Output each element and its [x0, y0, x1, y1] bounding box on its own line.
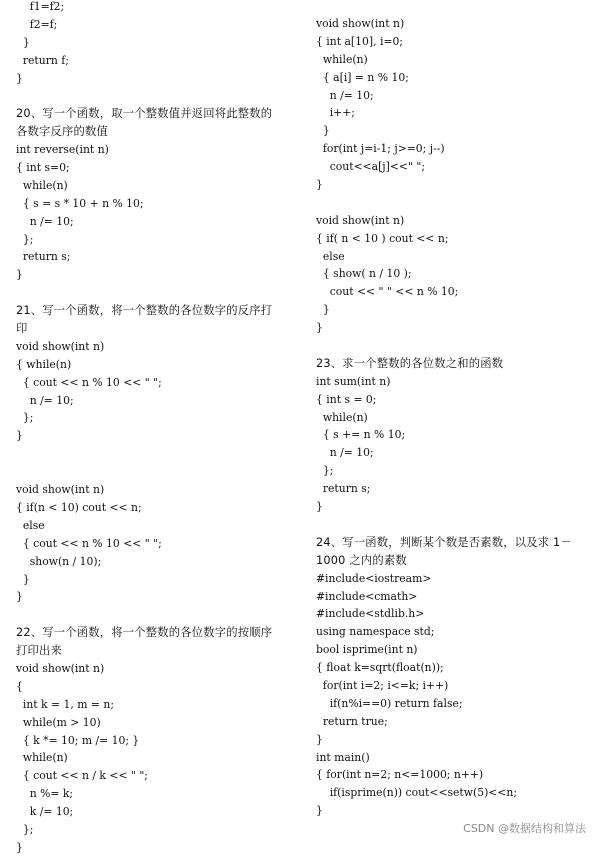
code-line: 22、写一个函数，将一个整数的各位数字的按顺序	[16, 626, 273, 640]
code-line: int k = 1, m = n;	[16, 697, 114, 711]
left-column	[16, 0, 302, 857]
code-line: }	[316, 804, 323, 818]
code-line: #include<cmath>	[316, 589, 418, 603]
code-line: while(n)	[16, 751, 68, 765]
code-line: return s;	[16, 250, 71, 264]
code-line: while(n)	[316, 52, 368, 66]
code-line: int sum(int n)	[316, 374, 391, 388]
code-line: #include<iostream>	[316, 571, 432, 585]
code-line: { float k=sqrt(float(n));	[316, 661, 444, 675]
code-line: void show(int n)	[16, 661, 105, 675]
code-line: i++;	[316, 106, 355, 120]
code-line: return s;	[316, 482, 371, 496]
code-line: { s += n % 10;	[316, 428, 406, 442]
code-line: { int s = 0;	[316, 392, 377, 406]
code-line: }	[16, 840, 23, 854]
code-line: }	[316, 500, 323, 514]
code-line: { cout << n % 10 << " ";	[16, 375, 162, 389]
code-line: n /= 10;	[16, 393, 74, 407]
code-line: void show(int n)	[316, 213, 405, 227]
code-line: cout << " " << n % 10;	[316, 285, 459, 299]
code-line: }	[316, 303, 330, 317]
code-line: 24、写一函数，判断某个数是否素数，以及求 1－	[316, 535, 572, 549]
code-line: }	[16, 35, 30, 49]
code-line: }	[16, 572, 30, 586]
code-line: }	[16, 429, 23, 443]
code-line: if(isprime(n)) cout<<setw(5)<<n;	[316, 786, 517, 800]
code-line: };	[16, 411, 34, 425]
code-line: cout<<a[j]<<" ";	[316, 160, 425, 174]
code-line: }	[16, 268, 23, 282]
code-line: show(n / 10);	[16, 554, 102, 568]
code-line: 打印出来	[16, 644, 62, 658]
code-line	[16, 606, 302, 624]
code-line: }	[316, 124, 330, 138]
code-line: n /= 10;	[16, 214, 74, 228]
code-line: for(int i=2; i<=k; i++)	[316, 678, 449, 692]
code-line: return f;	[16, 53, 69, 67]
code-line	[16, 445, 302, 463]
code-line: k /= 10;	[16, 805, 74, 819]
code-line: };	[16, 232, 34, 246]
code-line: };	[16, 822, 34, 836]
code-line	[16, 87, 302, 105]
code-line: #include<stdlib.h>	[316, 607, 425, 621]
code-line: f1=f2;	[16, 0, 65, 13]
code-line: n /= 10;	[316, 446, 374, 460]
code-line: bool isprime(int n)	[316, 643, 418, 657]
code-line: }	[316, 321, 323, 335]
code-line: return true;	[316, 714, 388, 728]
code-line: { for(int n=2; n<=1000; n++)	[316, 768, 484, 782]
code-line: }	[316, 178, 323, 192]
code-line: }	[316, 732, 323, 746]
code-line: { s = s * 10 + n % 10;	[16, 196, 144, 210]
code-line: void show(int n)	[16, 483, 105, 497]
code-line: using namespace std;	[316, 625, 435, 639]
code-line: { int s=0;	[16, 161, 70, 175]
code-line	[316, 516, 598, 534]
code-line: void show(int n)	[16, 339, 105, 353]
code-line	[316, 337, 598, 355]
code-line: int main()	[316, 750, 370, 764]
code-line: n /= 10;	[316, 88, 374, 102]
code-line: }	[16, 71, 23, 85]
code-line: 21、写一个函数，将一个整数的各位数字的反序打	[16, 304, 273, 318]
code-line: 23、求一个整数的各位数之和的函数	[316, 356, 504, 370]
code-line: { if( n < 10 ) cout << n;	[316, 231, 449, 245]
right-column	[316, 15, 598, 820]
code-line: 1000 之内的素数	[316, 553, 407, 567]
code-line: void show(int n)	[316, 17, 405, 30]
code-line: 20、写一个函数，取一个整数值并返回将此整数的	[16, 107, 273, 121]
code-line: while(n)	[16, 178, 68, 192]
code-line: {	[16, 679, 23, 693]
code-line: }	[16, 590, 23, 604]
code-line: for(int j=i-1; j>=0; j--)	[316, 142, 445, 156]
code-line: int reverse(int n)	[16, 143, 109, 157]
code-line: f2=f;	[16, 17, 58, 31]
code-line: { cout << n / k << " ";	[16, 769, 148, 783]
code-line: { cout << n % 10 << " ";	[16, 536, 162, 550]
code-line: { if(n < 10) cout << n;	[16, 500, 142, 514]
csdn-watermark: CSDN @数据结构和算法	[463, 822, 586, 835]
code-line: };	[316, 464, 334, 478]
code-line: { show( n / 10 );	[316, 267, 412, 281]
code-line: else	[16, 518, 45, 532]
code-line	[316, 194, 598, 212]
code-line	[16, 284, 302, 302]
code-line: if(n%i==0) return false;	[316, 696, 463, 710]
code-line: { while(n)	[16, 357, 72, 371]
code-line	[16, 463, 302, 481]
code-line: else	[316, 249, 345, 263]
code-line: n %= k;	[16, 787, 74, 801]
code-line: while(n)	[316, 410, 368, 424]
code-line: 印	[16, 322, 28, 336]
code-line: 各数字反序的数值	[16, 125, 108, 139]
code-line: { k *= 10; m /= 10; }	[16, 733, 140, 747]
code-line: { a[i] = n % 10;	[316, 70, 409, 84]
code-line: while(m > 10)	[16, 715, 101, 729]
code-line: { int a[10], i=0;	[316, 34, 403, 48]
